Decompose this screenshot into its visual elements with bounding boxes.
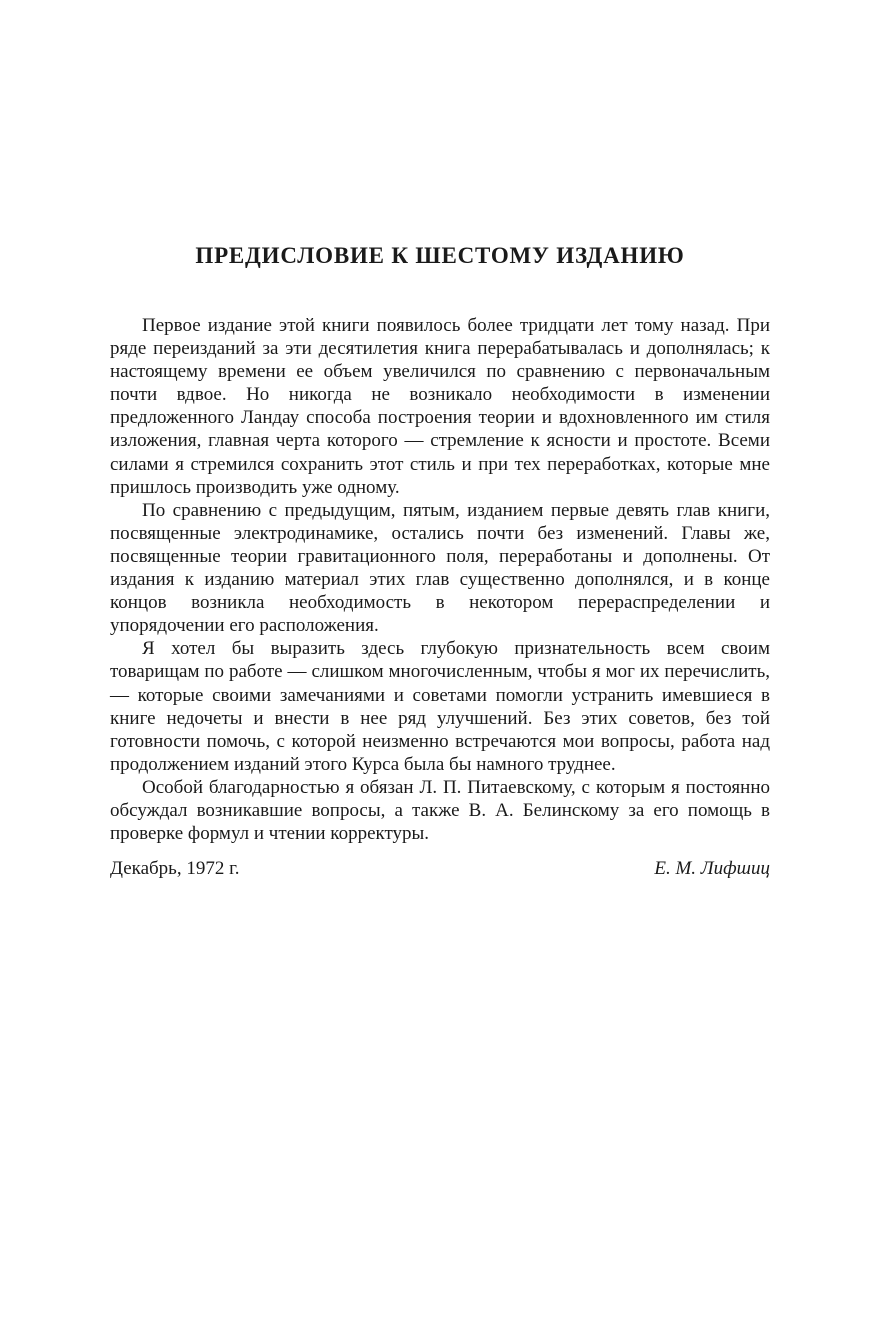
- author-signature: Е. М. Лифшиц: [654, 858, 770, 880]
- signature-line: [110, 857, 770, 880]
- paragraph-3: Я хотел бы выразить здесь глубокую признательность всем своим товарищам по работе — слишком многочисленным, чтобы я мог их перечислить, — которые своими замечаниями и советами помогли устранить имевшиеся в книге недочеты и внести в нее ряд улучшений. Без этих советов, без той готовности помочь, с которой неизменно встречаются мои вопросы, работа над продолжением изданий этого Курса была бы намного труднее.: [110, 638, 770, 775]
- page-title: ПРЕДИСЛОВИЕ К ШЕСТОМУ ИЗДАНИЮ: [195, 243, 685, 268]
- paragraph-4: Особой благодарностью я обязан Л. П. Питаевскому, с которым я постоянно обсуждал возникавшие вопросы, а также В. А. Белинскому за его помощь в проверке формул и чтении корректуры.: [110, 776, 770, 845]
- paragraph-1: Первое издание этой книги появилось более тридцати лет тому назад. При ряде переизданий за эти десятилетия книга перерабатывалась и дополнялась; к настоящему времени ее объем увеличился по сравнению с первоначальным почти вдвое. Но никогда не возникало необходимости в изменении предложенного Ландау способа построения теории и вдохновленного им стиля изложения, главная черта которого — стремление к ясности и простоте. Всеми силами я стремился сохранить этот стиль и при тех переработках, которые мне пришлось производить уже одному.: [110, 315, 770, 498]
- preface-body: [110, 314, 770, 880]
- paragraph-2: По сравнению с предыдущим, пятым, изданием первые девять глав книги, посвященные электродинамике, остались почти без изменений. Главы же, посвященные теории гравитационного поля, переработаны и дополнены. От издания к изданию материал этих глав существенно дополнялся, и в конце концов возникла необходимость в некотором перераспределении и упорядочении его расположения.: [110, 499, 770, 637]
- date-text: Декабрь, 1972 г.: [110, 858, 240, 880]
